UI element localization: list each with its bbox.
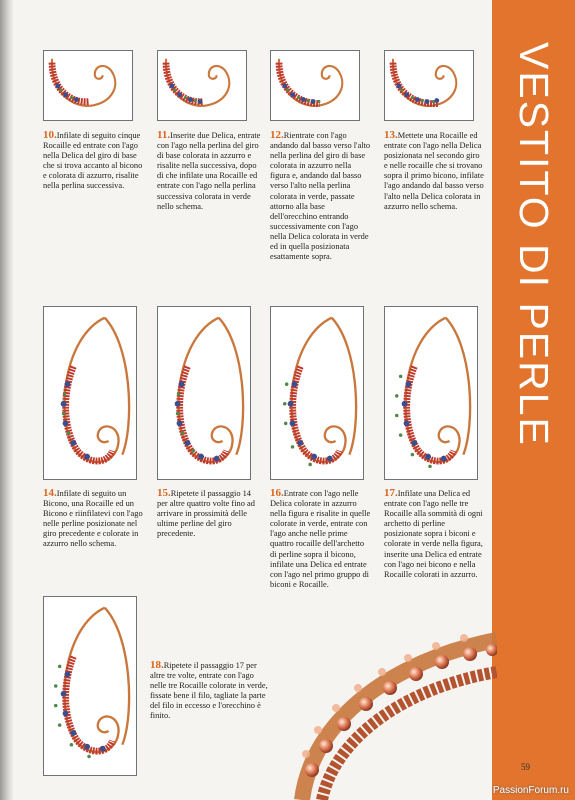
step-18-text: 18.Ripetete il passaggio 17 per altre tre volte, entrate con l'ago nelle tre Rocaille colorate in verde, fissate bene il filo, tagliate la parte del filo in eccesso e l'orecchino è finito. bbox=[150, 659, 268, 721]
earring-diagram-full bbox=[44, 307, 136, 479]
section-title bbox=[492, 0, 575, 800]
earring-diagram-full bbox=[271, 307, 363, 479]
earring-diagram-full bbox=[385, 307, 477, 479]
beaded-earring-photo bbox=[282, 600, 497, 800]
step-17-text: 17.Infilate una Delica ed entrate con l'ago nelle tre Rocaille alla sommità di ogni archetto di perline posizionate sopra i biconi e colorate in verde nella figura, inserite una Delica ed entrate con l'ago nei bicono e nella Rocaille colorati in azzurro. bbox=[384, 487, 483, 579]
earring-diagram-partial bbox=[44, 51, 132, 120]
step-11-text: 11.Inserite due Delica, entrate con l'ago nella perlina del giro di base colorata in azzurro e risalite nella successiva, dopo di che infilate una Rocaille ed entrate con l'ago nella perlina successiva colorata in verde nello schema. bbox=[157, 129, 261, 211]
watermark: PassionForum.ru bbox=[492, 785, 569, 796]
page-binding-shadow bbox=[0, 0, 14, 800]
step-17-diagram bbox=[384, 306, 478, 480]
earring-diagram-partial bbox=[385, 51, 473, 120]
step-14-text: 14.Infilate di seguito un Bicono, una Rocaille ed un Bicono e riinfilatevi con l'ago nelle perline posizionate nel giro precedente e colorate in azzurro nello schema. bbox=[43, 487, 143, 549]
step-14-diagram bbox=[43, 306, 137, 480]
page-number: 59 bbox=[521, 762, 530, 772]
step-10-diagram bbox=[43, 50, 133, 121]
step-12-text: 12.Rientrate con l'ago andando dal basso verso l'alto nella perlina del giro di base colorata in azzurro nella figura e, andando dal basso verso l'alto nella perlina colorata in verde, passate attorno alla base dell'orecchino entrando successivamente con l'ago nella Delica colorata in verde ed in quella posizionata esattamente sopra. bbox=[270, 129, 371, 262]
step-18-diagram bbox=[43, 596, 137, 776]
section-title-text: VESTITO DI PERLE bbox=[511, 42, 557, 447]
step-15-diagram bbox=[157, 306, 251, 480]
earring-diagram-full bbox=[158, 307, 250, 479]
step-11-diagram bbox=[157, 50, 247, 121]
step-16-text: 16.Entrate con l'ago nelle Delica colorate in azzurro nella figura e risalite in quelle colorate in verde, entrate con l'ago anche nelle prime quattro rocaille dell'archetto di perline sopra il bicono, infilate una Delica ed entrate con l'ago nel primo gruppo di biconi e Rocaille. bbox=[270, 487, 371, 589]
step-12-diagram bbox=[270, 50, 360, 121]
step-10-text: 10.Infilate di seguito cinque Rocaille ed entrate con l'ago nella Delica del giro di base che si trova accanto al bicono e colorata di azzurro, risalite nella perlina successiva. bbox=[43, 129, 143, 191]
step-15-text: 15.Ripetete il passaggio 14 per altre quattro volte fino ad arrivare in prossimità delle ultime perline del giro precedente. bbox=[157, 487, 255, 539]
step-13-diagram bbox=[384, 50, 474, 121]
earring-diagram-partial bbox=[271, 51, 359, 120]
step-16-diagram bbox=[270, 306, 364, 480]
earring-diagram-partial bbox=[158, 51, 246, 120]
step-13-text: 13.Mettete una Rocaille ed entrate con l'ago nella Delica posizionata nel secondo giro e nelle rocaille che si trovano sopra il primo bicono, infilate l'ago andando dal basso verso l'alto nella Delica colorata in azzurro nello schema. bbox=[384, 129, 484, 211]
earring-diagram-full bbox=[44, 597, 136, 775]
